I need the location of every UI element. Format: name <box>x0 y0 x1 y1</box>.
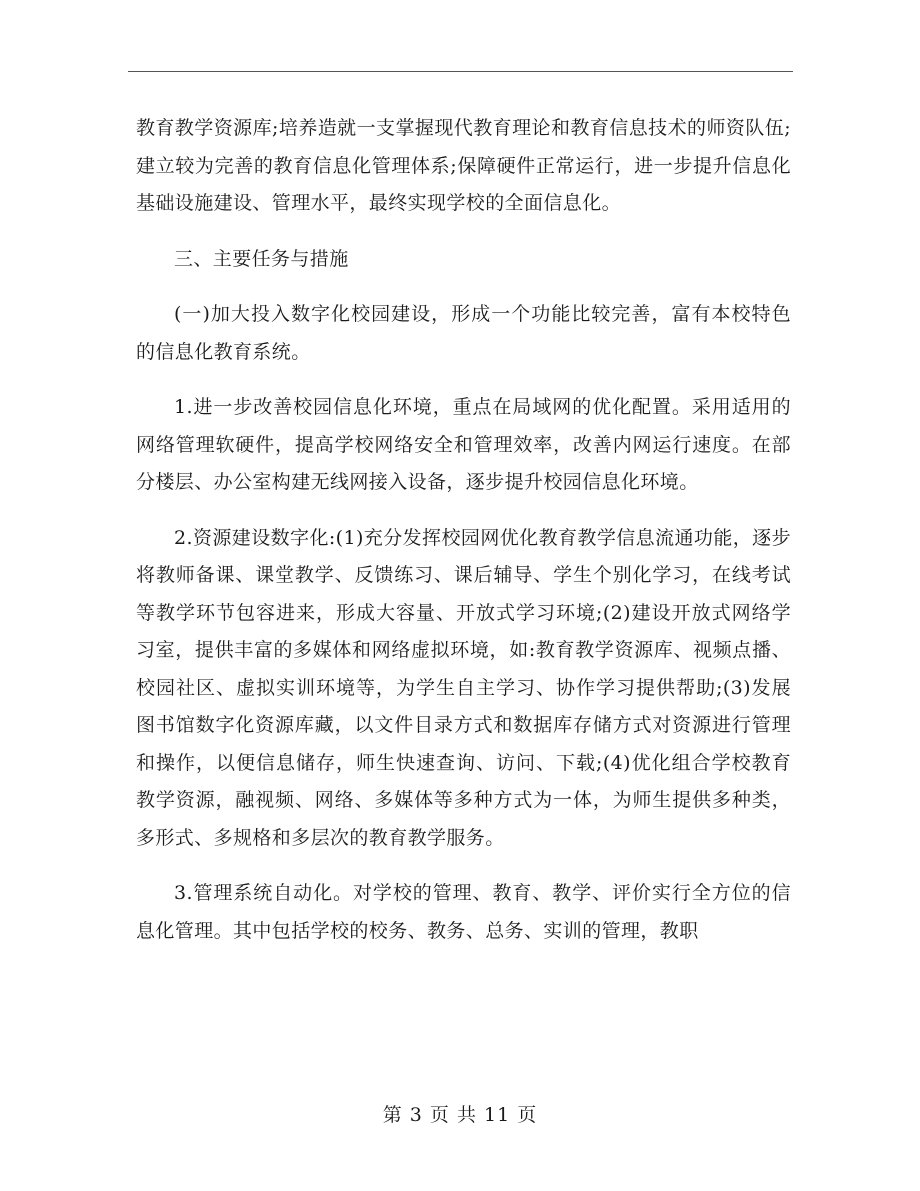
paragraph-item-1: 1.进一步改善校园信息化环境，重点在局域网的优化配置。采用适用的网络管理软硬件，提高学校网络安全和管理效率，改善内网运行速度。在部分楼层、办公室构建无线网接入设备，逐步提升校园信息化环境。 <box>136 396 791 493</box>
paragraph-continuation: 教育教学资源库;培养造就一支掌握现代教育理论和教育信息技术的师资队伍;建立较为完善的教育信息化管理体系;保障硬件正常运行，进一步提升信息化基础设施建设、管理水平，最终实现学校的全面信息化。 <box>136 117 791 214</box>
paragraph-item-3: 3.管理系统自动化。对学校的管理、教育、教学、评价实行全方位的信息化管理。其中包括学校的校务、教务、总务、实训的管理，教职 <box>136 882 791 942</box>
header-rule <box>128 71 793 72</box>
subsection-heading: (一)加大投入数字化校园建设，形成一个功能比较完善，富有本校特色的信息化教育系统。 <box>136 303 791 363</box>
page-number-footer: 第 3 页 共 11 页 <box>382 1104 538 1126</box>
paragraph-item-2: 2.资源建设数字化:(1)充分发挥校园网优化教育教学信息流通功能，逐步将教师备课、课堂教学、反馈练习、课后辅导、学生个别化学习，在线考试等教学环节包容进来，形成大容量、开放式学习环境;(2)建设开放式网络学习室，提供丰富的多媒体和网络虚拟环境，如:教育教学资源库、视频点播、校园社区、虚拟实训环境等，为学生自主学习、协作学习提供帮助;(3)发展图书馆数字化资源库藏，以文件目录方式和数据库存储方式对资源进行管理和操作，以便信息储存，师生快速查询、访问、下载;(4)优化组合学校教育教学资源，融视频、网络、多媒体等多种方式为一体，为师生提供多种类，多形式、多规格和多层次的教育教学服务。 <box>136 526 791 849</box>
section-heading: 三、主要任务与措施 <box>174 247 349 270</box>
document-body <box>136 110 791 968</box>
